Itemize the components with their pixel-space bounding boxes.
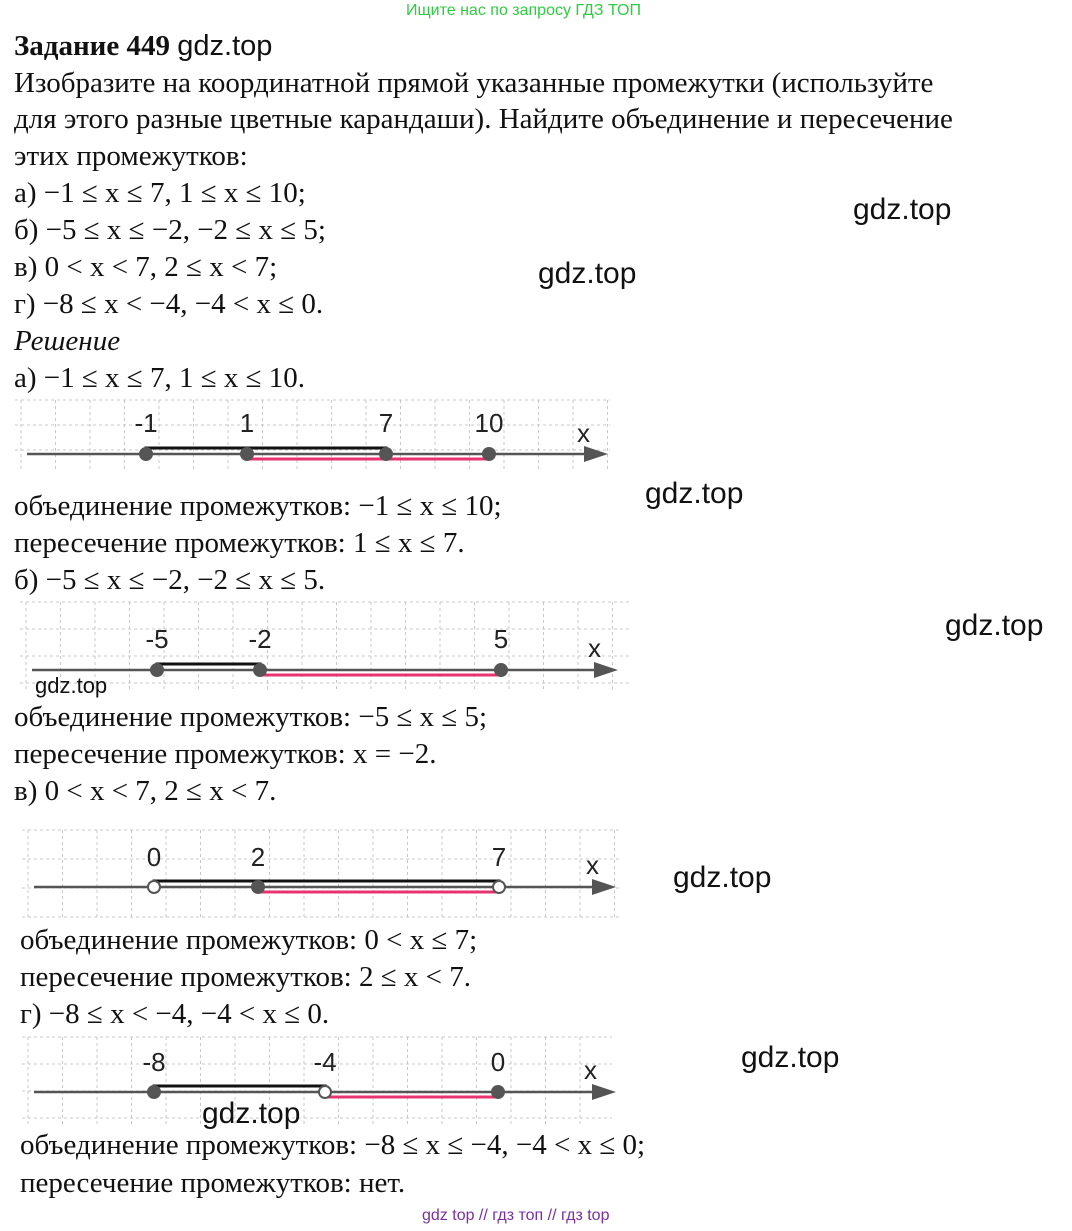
part-d-union: объединение промежутков: −8 ≤ x ≤ −4, −4 < x ≤ 0; (20, 1129, 646, 1161)
axis-label: x (584, 1055, 597, 1085)
closed-point (241, 448, 253, 460)
axis-label: x (586, 850, 599, 880)
grid (20, 602, 630, 692)
closed-point (492, 1086, 504, 1098)
open-point (148, 881, 160, 893)
open-point (493, 881, 505, 893)
part-d-intersection: пересечение промежутков: нет. (20, 1167, 406, 1199)
tick-label: 1 (239, 408, 255, 438)
axis-label: x (588, 633, 601, 663)
task-site: gdz.top (177, 30, 273, 62)
tick-label: 0 (490, 1047, 506, 1077)
tick-label: 10 (474, 408, 504, 438)
watermark: gdz.top (202, 1097, 301, 1130)
closed-point (151, 664, 163, 676)
closed-point (495, 664, 507, 676)
number-line-b (20, 600, 640, 694)
part-c-label: в) 0 < x < 7, 2 ≤ x < 7. (14, 775, 277, 807)
axis-arrow-icon (592, 879, 616, 895)
task-item-a: а) −1 ≤ x ≤ 7, 1 ≤ x ≤ 10; (14, 177, 306, 209)
part-d-label: г) −8 ≤ x < −4, −4 < x ≤ 0. (20, 998, 330, 1030)
statement-line-3: этих промежутков: (14, 140, 248, 172)
closed-point (148, 1086, 160, 1098)
part-c-intersection: пересечение промежутков: 2 ≤ x < 7. (20, 961, 472, 993)
tick-label: -1 (134, 408, 158, 438)
watermark: gdz.top (945, 609, 1044, 642)
footer-links[interactable]: gdz top // гдз топ // гдз top (422, 1207, 610, 1224)
number-line-c (22, 828, 632, 920)
watermark: gdz.top (673, 861, 772, 894)
tick-label: -2 (248, 624, 272, 654)
axis-arrow-icon (592, 1084, 616, 1100)
number-line-d (22, 1035, 622, 1127)
part-a-union: объединение промежутков: −1 ≤ x ≤ 10; (14, 490, 502, 522)
watermark: gdz.top (35, 673, 108, 698)
part-a-label: а) −1 ≤ x ≤ 7, 1 ≤ x ≤ 10. (14, 362, 306, 394)
tick-label: -4 (313, 1047, 337, 1077)
statement-line-2: для этого разные цветные карандаши). Найдите объединение и пересечение (14, 103, 953, 135)
part-b-union: объединение промежутков: −5 ≤ x ≤ 5; (14, 701, 488, 733)
tick-label: -5 (145, 624, 169, 654)
task-item-c: в) 0 < x < 7, 2 ≤ x < 7; (14, 251, 278, 283)
watermark: gdz.top (645, 477, 744, 510)
tick-label: 5 (493, 624, 509, 654)
axis-arrow-icon (594, 662, 618, 678)
top-search-hint[interactable]: Ищите нас по запросу ГДЗ ТОП (406, 2, 641, 19)
closed-point (252, 881, 264, 893)
closed-point (483, 448, 495, 460)
tick-label: 2 (250, 842, 266, 872)
part-c-union: объединение промежутков: 0 < x ≤ 7; (20, 924, 478, 956)
axis-arrow-icon (584, 446, 608, 462)
solution-heading: Решение (14, 325, 121, 357)
watermark: gdz.top (741, 1041, 840, 1074)
part-a-intersection: пересечение промежутков: 1 ≤ x ≤ 7. (14, 527, 465, 559)
tick-label: 7 (378, 408, 394, 438)
closed-point (254, 664, 266, 676)
grid (22, 830, 622, 918)
part-b-label: б) −5 ≤ x ≤ −2, −2 ≤ x ≤ 5. (14, 564, 326, 596)
part-b-intersection: пересечение промежутков: x = −2. (14, 738, 437, 770)
task-item-d: г) −8 ≤ x < −4, −4 < x ≤ 0. (14, 288, 324, 320)
tick-label: -8 (142, 1047, 166, 1077)
axis-label: x (577, 418, 590, 448)
task-number: Задание 449 (14, 30, 171, 62)
number-line-a (15, 398, 620, 472)
open-point (319, 1086, 331, 1098)
task-title (14, 28, 272, 65)
statement-line-1: Изобразите на координатной прямой указанные промежутки (используйте (14, 67, 934, 99)
closed-point (380, 448, 392, 460)
watermark: gdz.top (853, 193, 952, 226)
watermark: gdz.top (538, 257, 637, 290)
task-item-b: б) −5 ≤ x ≤ −2, −2 ≤ x ≤ 5; (14, 214, 326, 246)
closed-point (140, 448, 152, 460)
tick-label: 0 (146, 842, 162, 872)
tick-label: 7 (491, 842, 507, 872)
